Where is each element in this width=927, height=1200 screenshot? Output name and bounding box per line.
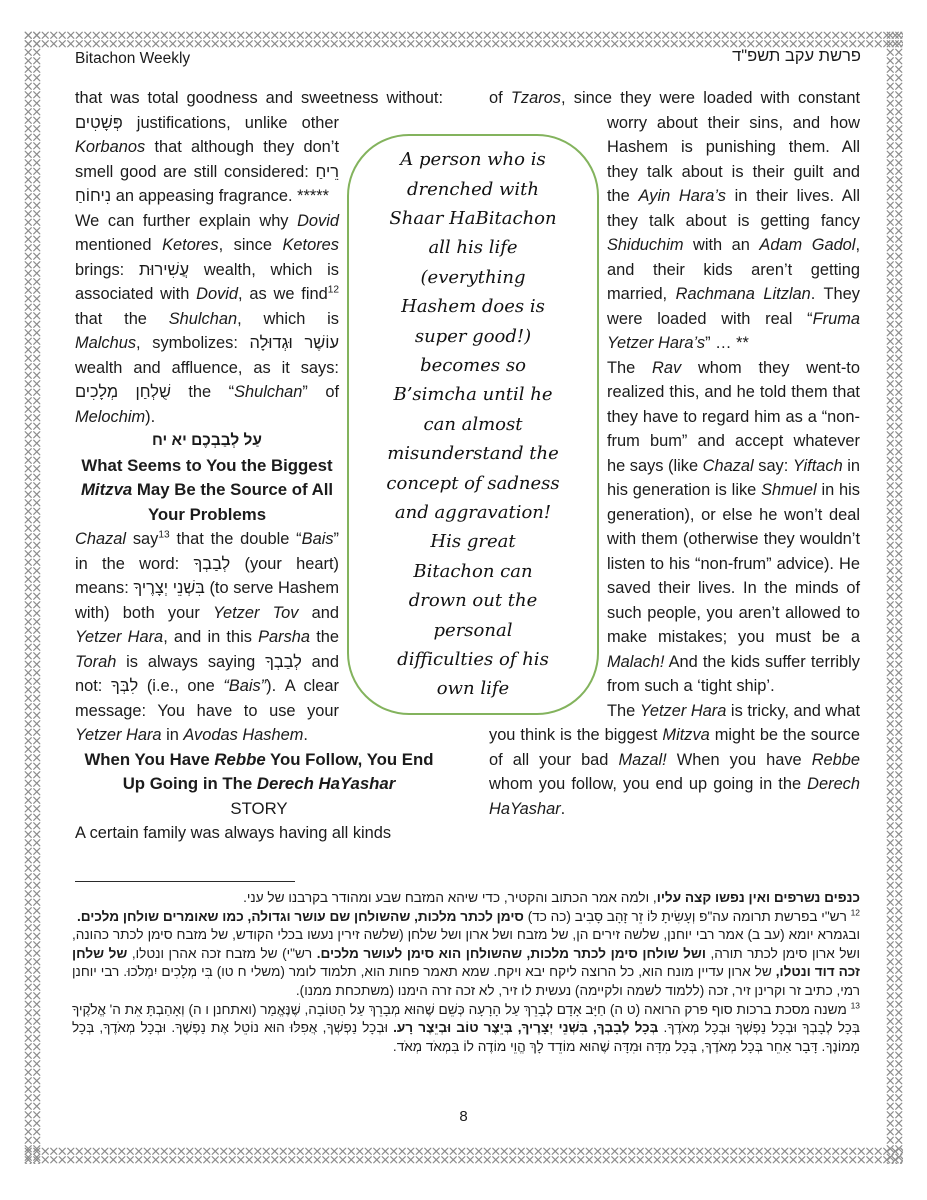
text-run: Mazal! (618, 750, 667, 769)
footnote-reference: 13 (158, 529, 170, 541)
text-run: ). A clear message: You have to use your (75, 677, 339, 720)
quote-line: Hashem does is (401, 296, 545, 318)
text-run: What Seems to You the Biggest (81, 455, 333, 475)
newsletter-title: Bitachon Weekly (75, 50, 191, 67)
text-run: Ayin Hara’s (638, 187, 726, 205)
text-run: Malach! (607, 652, 665, 671)
text-run: של ארון עדיין מונח הוא, כל הרוצה ליקח יבא ויקח. שמא תאמר פחות הוא, תלמוד לומר (משלי ח טו) בִּי מְלָכִים יִמְלֹכוּ. רבי יוחנן רמי, כתיב זר וקרינן זיר, זכה (ללמוד לשמה ולקיימה) נעשית לו זיר, לא זכה זרה הימנו (משתכחת ממנו). (72, 964, 860, 998)
text-run: פְּשָׁטִים (75, 113, 123, 132)
text-run: wealth and affluence, as it says: (75, 358, 339, 377)
text-run: Dovid (297, 211, 339, 230)
text-run: The (607, 358, 653, 377)
footnotes (72, 889, 860, 1056)
text-run: Malchus (75, 334, 137, 352)
quote-line: His great (430, 531, 516, 553)
text-run: Yiftach (792, 456, 843, 475)
page-border-bottom (24, 1147, 903, 1164)
paragraph (75, 748, 443, 797)
text-run: And the kids suffer terribly from such a ‘tight ship’. (607, 652, 860, 695)
text-run: might be the source of all your bad (489, 726, 860, 769)
text-run: Ketores (282, 236, 339, 254)
text-run: Dovid (196, 285, 239, 303)
text-run: Rebbe (214, 749, 266, 769)
text-run: whom they went-to realized this, and he told them that they have to regard him as a “non-frum bum” and accept whatever he says (like (607, 358, 860, 475)
text-run: Mitzva (80, 480, 133, 499)
text-run: Derech HaYashar (489, 775, 860, 818)
text-run: Avodas Hashem (183, 726, 304, 744)
text-run: . They were loaded with real “ (607, 285, 860, 328)
text-run: and (298, 603, 339, 622)
text-run: an appeasing fragrance. (111, 187, 298, 205)
text-run: , and in this (163, 628, 259, 646)
text-run: ” … (705, 334, 737, 352)
text-run: (to serve Hashem with) both your (75, 579, 340, 622)
text-run: . (303, 726, 308, 744)
quote-line: (everything (420, 266, 526, 288)
footnote-reference: 12 (327, 284, 339, 296)
text-run: STORY (230, 798, 288, 818)
footnote-reference: 12 (850, 907, 860, 918)
text-run: ” in the word: (75, 530, 339, 573)
footnote-reference: 13 (850, 1000, 860, 1011)
quote-line: all his life (428, 237, 518, 259)
text-run: Parsha (258, 628, 311, 646)
text-run: whom you follow, you end up going in the (489, 775, 808, 793)
quote-line: and aggravation! (394, 502, 552, 524)
text-run: Shiduchim (607, 236, 684, 254)
page-border-top (24, 31, 903, 48)
text-run: Tzaros (510, 89, 561, 107)
text-run: רש"י בפרשת תרומה עה"פ וְעָשִׂיתָ לּוֹ זֵר זָהָב סָבִיב (כה כד) (523, 908, 851, 924)
text-run: כנפים נשרפים ואין נפשו קצה עליו (656, 890, 860, 905)
text-run: ). (145, 407, 156, 426)
text-run: (your heart) means: (75, 554, 339, 597)
paragraph (72, 926, 860, 1000)
text-run: the “ (170, 383, 235, 401)
text-run: in his generation is like (607, 456, 861, 499)
text-run: ובגמרא יומא (עב ב) אמר רבי יוחנן, שלשה זירים הן, של מזבח ושל ארון ושל שלחן (שלשה זירין נעשו בכלי הקודש, של מזבח סימן לכתר כהונה, ושל ארון סימן לכתר תורה, (72, 927, 860, 961)
text-run: שֻׁלְחַן מְלָכִים (75, 383, 171, 401)
quote-line: A person who is (400, 149, 546, 171)
text-run: , which is (237, 309, 339, 328)
text-run: in (161, 726, 184, 744)
text-run: לְבַבְךָ (193, 554, 231, 573)
text-run: is always saying (116, 652, 266, 671)
text-run: brings: (75, 260, 139, 279)
quote-line: drenched with (407, 178, 539, 200)
text-run: Melochim (75, 407, 146, 426)
quote-line: Bitachon can (413, 560, 533, 582)
text-run: When you have (666, 750, 812, 769)
text-run: ***** (297, 187, 329, 205)
paragraph (75, 821, 443, 846)
text-run: Rebbe (811, 750, 860, 769)
text-run: mentioned (75, 236, 163, 254)
text-run: , symbolizes: (136, 334, 250, 352)
text-run: justifications, unlike other (122, 113, 339, 132)
text-run: ושל שולחן סימן לכתר מלכות, שהשולחן הוא סימן לעושר מלכים. (316, 945, 706, 961)
paragraph (72, 889, 860, 908)
text-run: Yetzer Hara (639, 701, 727, 720)
text-run: in his generation), or else he won’t deal with them (otherwise they wouldn’t listen to his “non-frum” advice). He saved their lives. In the minds of such people, you aren’t allowed to make mistakes; you must be a (607, 481, 860, 646)
paragraph (72, 1001, 860, 1057)
text-run: You Follow, You End Up Going in The (122, 749, 434, 793)
text-run: that the (75, 309, 169, 328)
text-run: Torah (75, 652, 117, 671)
text-run: that the double “ (169, 530, 302, 548)
paragraph (75, 797, 443, 822)
text-run: בִּשְׁנֵי יְצָרֶיךָ (133, 579, 205, 597)
text-run: עַל לְבַבְכֶם יא יח (152, 432, 262, 449)
text-run: with an (683, 236, 760, 254)
text-run: and not: (75, 652, 339, 695)
footnote-separator (75, 881, 295, 882)
text-run: Ketores (162, 236, 219, 254)
text-run: Adam Gadol (759, 236, 856, 254)
text-run: ” of (302, 383, 339, 401)
page-border-right (886, 31, 903, 1164)
text-run: Mitzva (662, 726, 710, 744)
text-run: A certain family was always having all kinds (75, 824, 392, 842)
text-run: רֵיחַ נִיחוֹחַ (75, 162, 339, 205)
text-run: לְבַבְךָ (265, 652, 302, 671)
quote-line: B’simcha until he (393, 384, 553, 406)
quote-line: difficulties of his (397, 649, 549, 671)
quote-line: Shaar HaBitachon (389, 207, 557, 229)
quote-line: personal (433, 619, 513, 641)
text-run: the (310, 628, 340, 646)
text-run: Yetzer Hara (75, 726, 162, 744)
text-run: ** (736, 334, 749, 352)
quote-line: super good!) (414, 325, 532, 347)
text-run: of (489, 89, 511, 107)
text-run: We can further explain why (75, 211, 298, 230)
text-run: Rav (652, 358, 682, 377)
text-run: משנה מסכת ברכות סוף פרק הרואה (ט ה) חַיָּב אָדָם לְבָרֵךְ עַל הָרָעָה כְּשֵׁם שֶׁהוּא מְבָרֵךְ עַל הַטּוֹבָה, שֶׁנֶּאֱמַר (ואתחנן ו ה) וְאָהַבְתָּ אֵת ה' אֱלֹקֶיךָ בְּכָל לְבָבְךָ וּבְכָל נַפְשְׁךָ וּבְכָל מְאֹדֶךָ. (72, 1001, 860, 1036)
text-run: Chazal (702, 456, 754, 475)
text-run: , since (218, 236, 283, 254)
paragraph (72, 908, 860, 927)
parsha-date-header: פרשת עקב תשפ"ד (732, 47, 861, 65)
quote-line: drown out the (408, 590, 538, 612)
text-run: . (560, 799, 566, 818)
text-run: עֲשִׁירוּת (138, 260, 190, 279)
page-border-left (24, 31, 41, 1164)
quote-line: becomes so (420, 354, 526, 376)
text-run: עוֹשֶׁר וּגְדוּלָה (249, 334, 339, 352)
quote-line: misunderstand the (387, 443, 559, 465)
text-run: של שלחן זכה דוד ונטלו, (72, 945, 860, 980)
text-run: wealth, which is associated with (75, 260, 339, 303)
text-run: , since they were loaded with constant worry about their sins, and how Hashem is punishing them. All they talk about is their guilt and the (561, 89, 860, 205)
text-run: May Be the Source of All Your Problems (132, 480, 334, 524)
page-number: 8 (459, 1108, 468, 1125)
text-run: The (607, 701, 640, 720)
quote-line: can almost (423, 413, 523, 435)
text-run: סימן לכתר מלכות, שהשולחן שם עושר וגדולה, כמו שאומרים שולחן מלכים. (76, 908, 524, 924)
text-run: , and their kids aren’t getting married, (607, 236, 860, 303)
text-run: Bais (301, 530, 334, 548)
text-run: is tricky, and what you think is the biggest (489, 701, 860, 744)
text-run: וּבְכָל נַפְשְׁךָ, אֲפִלּוּ הוּא נוֹטֵל אֶת נַפְשֶׁךָ. וּבְכָל מְאֹדֶךָ, בְּכָל מָמוֹנֶךָ. דָּבָר אַחֵר בְּכָל מְאֹדֶךָ, בְּכָל מִדָּה וּמִדָּה שֶׁהוּא מוֹדֵד לָךְ הֱוֵי מוֹדֶה לוֹ בִּמְאֹד מְאֹד. (72, 1020, 860, 1054)
text-run: Yetzer Hara (75, 628, 164, 646)
text-run: (i.e., one (138, 677, 224, 695)
text-run: בְּכָל לְבָבְךָ, בִּשְׁנֵי יְצָרֶיךָ, בְּיֵצֶר טוֹב וּבְיֵצֶר רָע. (393, 1020, 659, 1036)
text-run: that was total goodness and sweetness without: (75, 89, 443, 107)
text-run: Shulchan (234, 383, 303, 401)
quote-line: own life (436, 678, 510, 700)
text-run: say (126, 530, 159, 548)
text-run: “Bais” (223, 677, 267, 695)
text-run: Derech HaYashar (256, 774, 396, 793)
paragraph (489, 699, 860, 822)
text-run: Rachmana Litzlan (675, 285, 811, 303)
text-run: , as we find (238, 285, 328, 303)
quote-box (347, 134, 599, 715)
text-run: Fruma Yetzer Hara’s (607, 309, 860, 352)
text-run: that although they don’t smell good are still considered: (75, 138, 339, 181)
text-run: Yetzer Tov (212, 603, 299, 622)
text-run: say: (753, 456, 793, 475)
quote-line: concept of sadness (386, 472, 560, 494)
text-run: When You Have (84, 749, 215, 769)
text-run: Korbanos (75, 138, 146, 156)
text-run: Chazal (75, 530, 127, 548)
text-run: Shmuel (761, 481, 817, 499)
text-run: Shulchan (168, 309, 238, 328)
text-run: רש"י) של מזבח זכה אהרן ונטלו, (127, 945, 317, 961)
text-run: , ולמה אמר הכתוב והקטיר, כדי שיהא המזבח שבע ומהודר בקרבנו של עני. (243, 890, 657, 905)
text-run: in their lives. All they talk about is getting fancy (607, 187, 860, 230)
text-run: לִבְּךָ (110, 677, 139, 695)
